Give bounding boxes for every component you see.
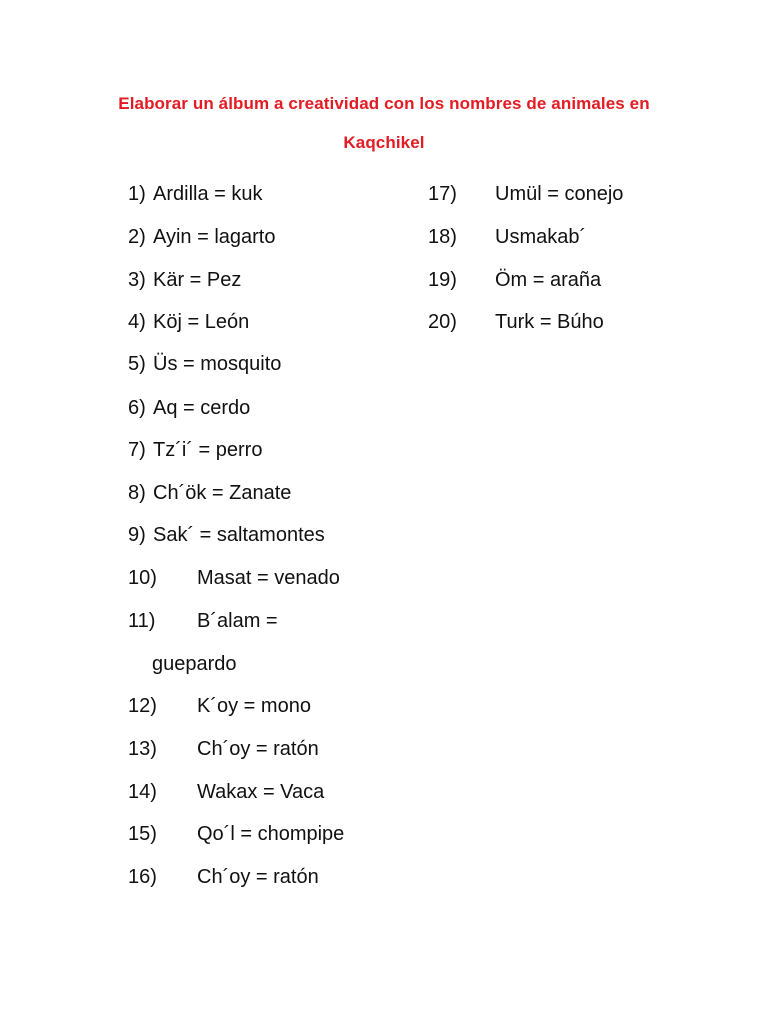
- list-item-number: 4): [128, 311, 146, 333]
- list-item-text: Ch´ök = Zanate: [153, 482, 292, 504]
- title-line-1: Elaborar un álbum a creatividad con los nombres de animales en: [118, 94, 650, 113]
- list-item-number: 1): [128, 183, 146, 205]
- list-item-number: 17): [428, 183, 457, 205]
- title-line-2: Kaqchikel: [343, 133, 425, 152]
- list-item-text: Tz´i´ = perro: [153, 439, 263, 461]
- list-item-number: 3): [128, 269, 146, 291]
- list-item-text: Ch´oy = ratón: [197, 738, 319, 760]
- list-item-text: Turk = Búho: [495, 311, 604, 333]
- list-item-text: Umül = conejo: [495, 183, 624, 205]
- list-item-text: Qo´l = chompipe: [197, 823, 345, 845]
- list-item-number: 9): [128, 524, 146, 546]
- list-item-number: 5): [128, 353, 146, 375]
- list-item-text: Üs = mosquito: [153, 353, 282, 375]
- list-item-number: 6): [128, 397, 146, 419]
- list-item-text: Öm = araña: [495, 269, 602, 291]
- list-item-text: Masat = venado: [197, 567, 340, 589]
- list-item-number: 7): [128, 439, 146, 461]
- list-item-text: Ch´oy = ratón: [197, 866, 319, 888]
- list-item-number: 15): [128, 823, 157, 845]
- list-item-number: 8): [128, 482, 146, 504]
- list-item-text: Ardilla = kuk: [153, 183, 263, 205]
- list-item-number: 11): [128, 610, 156, 632]
- list-item-number: 12): [128, 695, 157, 717]
- list-item-number: 14): [128, 781, 157, 803]
- list-item-number: 13): [128, 738, 157, 760]
- list-item-text: Köj = León: [153, 311, 250, 333]
- list-item-number: 2): [128, 226, 146, 248]
- list-item-text: Usmakab´: [495, 226, 587, 248]
- list-item-text: Sak´ = saltamontes: [153, 524, 325, 546]
- list-item-number: 19): [428, 269, 457, 291]
- list-item-number: 10): [128, 567, 157, 589]
- list-item-text: K´oy = mono: [197, 695, 311, 717]
- list-item-number: 16): [128, 866, 157, 888]
- list-item-text: B´alam =: [197, 610, 278, 632]
- list-item-text: Kär = Pez: [153, 269, 242, 291]
- list-item-text: guepardo: [152, 653, 237, 675]
- list-item-number: 20): [428, 311, 457, 333]
- list-item-text: Aq = cerdo: [153, 397, 251, 419]
- list-item-number: 18): [428, 226, 457, 248]
- list-item-text: Wakax = Vaca: [197, 781, 325, 803]
- list-item-text: Ayin = lagarto: [153, 226, 276, 248]
